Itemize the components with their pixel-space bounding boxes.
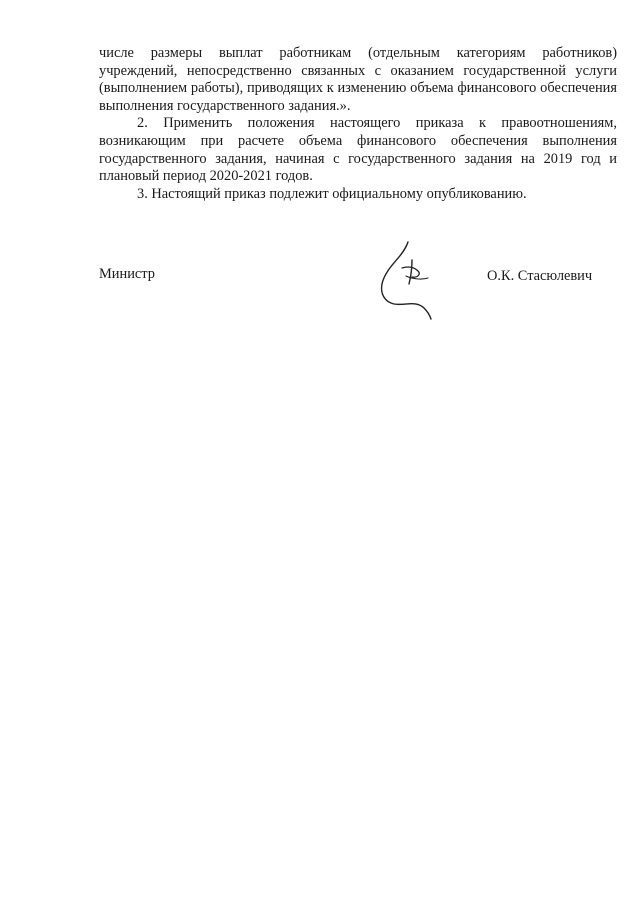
signatory-position-title: Министр	[99, 266, 155, 282]
signatory-name: О.К. Стасюлевич	[487, 268, 593, 284]
handwritten-signature	[372, 238, 442, 320]
document-body	[99, 45, 617, 203]
paragraph-item-2: 2. Применить положения настоящего приказа к правоотношениям, возникающим при расчете объема финансового обеспечения выполнения государственного задания, начиная с государственного задания на 2019 год и плановый период 2020-2021 годов.	[99, 115, 617, 185]
paragraph-item-3: 3. Настоящий приказ подлежит официальному опубликованию.	[137, 185, 527, 202]
paragraph-continuation: числе размеры выплат работникам (отдельным категориям работников) учреждений, непосредственно связанных с оказанием государственной услуги (выполнением работы), приводящих к изменению объема финансового обеспечения выполнения государственного задания.».	[99, 45, 617, 114]
